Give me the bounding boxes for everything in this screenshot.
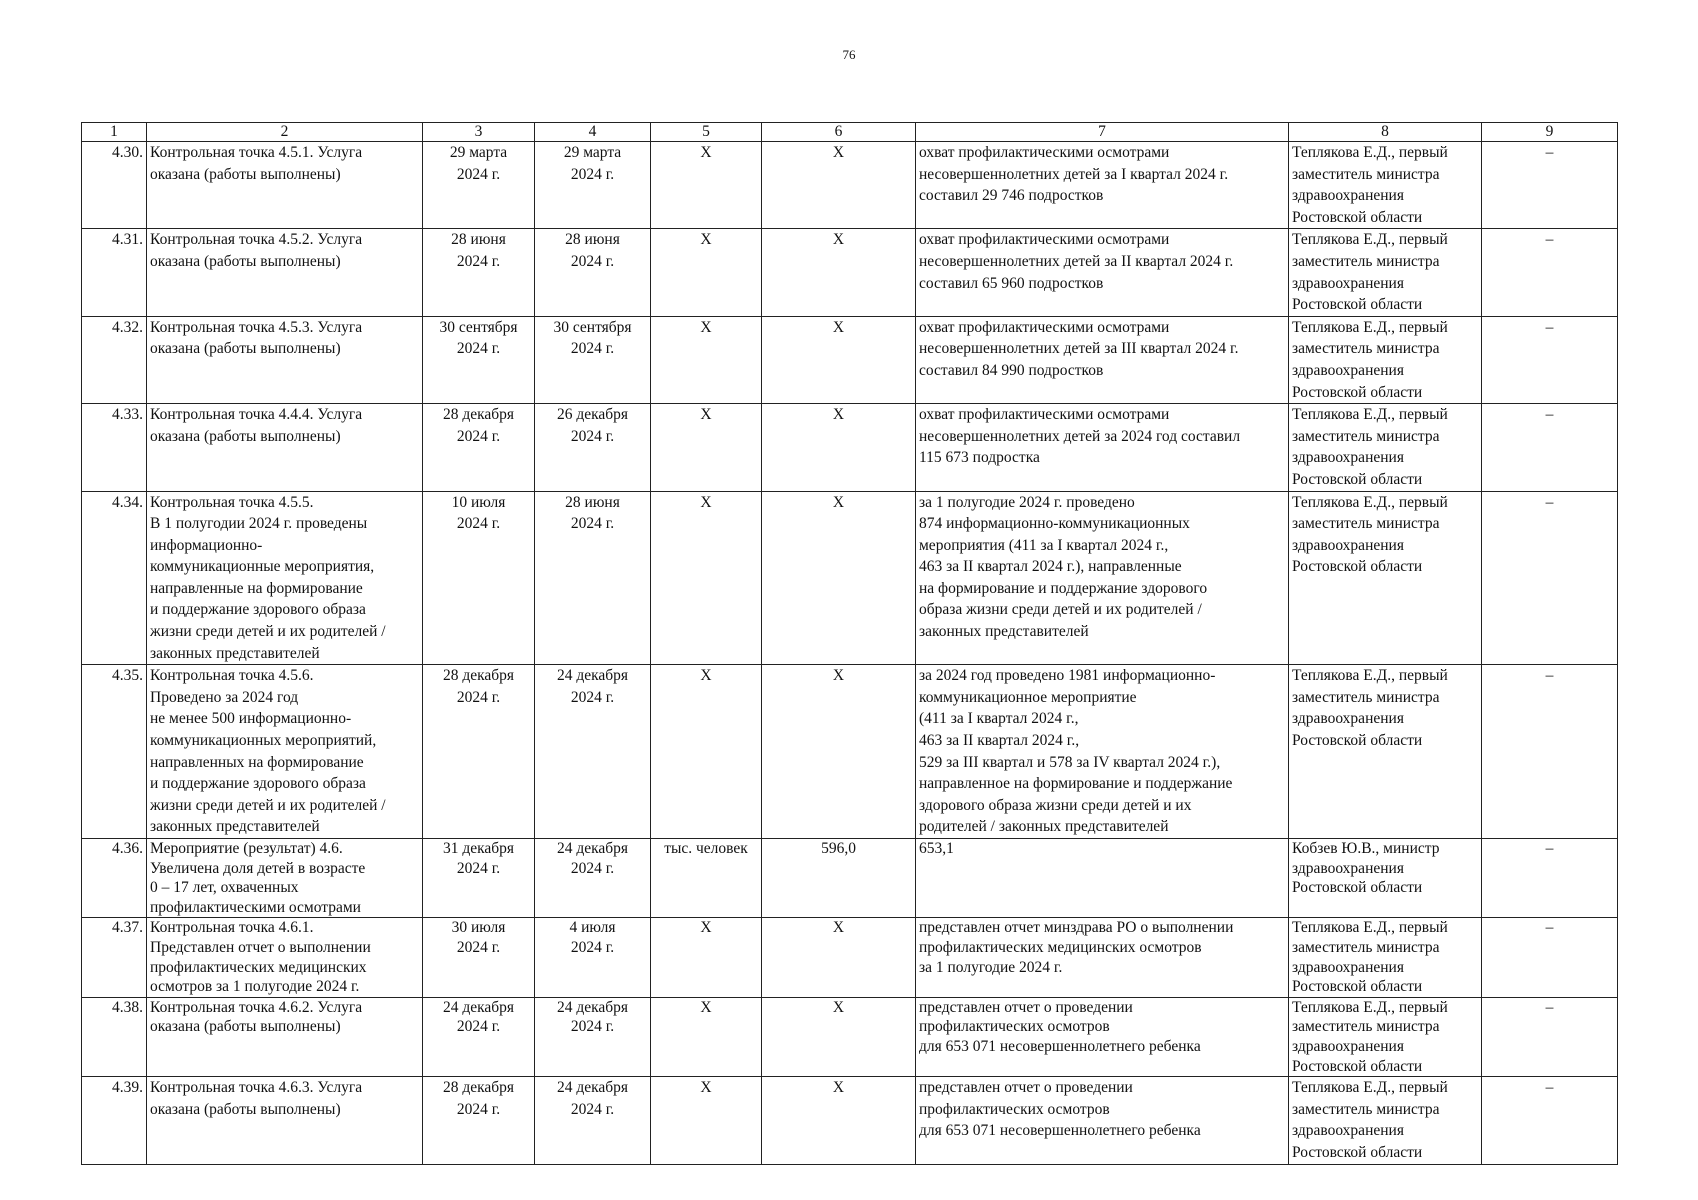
cell-actual-result: представлен отчет минздрава РО о выполнении профилактических медицинских осмотров за 1 полугодие 2024 г. xyxy=(916,918,1289,997)
cell-planned-value: X xyxy=(762,665,916,839)
cell-unit: X xyxy=(651,142,762,229)
cell-planned-date: 28 декабря 2024 г. xyxy=(423,1077,535,1164)
cell-description: Контрольная точка 4.5.6. Проведено за 2024 год не менее 500 информационно- коммуникационных мероприятий, направленных на формирование и поддержание здорового образа жизни среди детей и их родителей / законных представителей xyxy=(147,665,423,839)
cell-unit: X xyxy=(651,1077,762,1164)
cell-responsible: Теплякова Е.Д., первый заместитель министра здравоохранения Ростовской области xyxy=(1289,918,1482,997)
cell-actual-result: охват профилактическими осмотрами несовершеннолетних детей за II квартал 2024 г. составил 65 960 подростков xyxy=(916,229,1289,316)
cell-row-number: 4.39. xyxy=(82,1077,147,1164)
cell-unit: тыс. человек xyxy=(651,839,762,918)
cell-description: Контрольная точка 4.6.1. Представлен отчет о выполнении профилактических медицинских осмотров за 1 полугодие 2024 г. xyxy=(147,918,423,997)
cell-description: Контрольная точка 4.4.4. Услуга оказана (работы выполнены) xyxy=(147,404,423,491)
table-row xyxy=(82,997,1618,1076)
cell-responsible: Теплякова Е.Д., первый заместитель министра здравоохранения Ростовской области xyxy=(1289,142,1482,229)
cell-note: – xyxy=(1482,839,1618,918)
cell-actual-result: охват профилактическими осмотрами несовершеннолетних детей за I квартал 2024 г. составил 29 746 подростков xyxy=(916,142,1289,229)
table-row xyxy=(82,491,1618,665)
table-row xyxy=(82,316,1618,403)
column-header: 9 xyxy=(1482,123,1618,142)
column-header: 5 xyxy=(651,123,762,142)
cell-actual-date: 29 марта 2024 г. xyxy=(535,142,651,229)
column-header: 7 xyxy=(916,123,1289,142)
cell-planned-date: 29 марта 2024 г. xyxy=(423,142,535,229)
cell-unit: X xyxy=(651,404,762,491)
cell-planned-value: X xyxy=(762,142,916,229)
cell-unit: X xyxy=(651,997,762,1076)
table-row xyxy=(82,229,1618,316)
table-row xyxy=(82,1077,1618,1164)
cell-note: – xyxy=(1482,491,1618,665)
cell-actual-date: 30 сентября 2024 г. xyxy=(535,316,651,403)
cell-actual-result: 653,1 xyxy=(916,839,1289,918)
cell-note: – xyxy=(1482,997,1618,1076)
cell-planned-date: 28 июня 2024 г. xyxy=(423,229,535,316)
cell-note: – xyxy=(1482,404,1618,491)
cell-planned-value: X xyxy=(762,1077,916,1164)
cell-actual-date: 24 декабря 2024 г. xyxy=(535,1077,651,1164)
cell-note: – xyxy=(1482,665,1618,839)
column-header: 1 xyxy=(82,123,147,142)
cell-actual-date: 26 декабря 2024 г. xyxy=(535,404,651,491)
cell-note: – xyxy=(1482,142,1618,229)
cell-planned-date: 30 сентября 2024 г. xyxy=(423,316,535,403)
cell-actual-date: 24 декабря 2024 г. xyxy=(535,839,651,918)
table-row xyxy=(82,665,1618,839)
cell-actual-result: представлен отчет о проведении профилактических осмотров для 653 071 несовершеннолетнего ребенка xyxy=(916,997,1289,1076)
cell-row-number: 4.38. xyxy=(82,997,147,1076)
column-header: 8 xyxy=(1289,123,1482,142)
table-row xyxy=(82,404,1618,491)
page-number: 76 xyxy=(842,47,856,62)
cell-planned-date: 30 июля 2024 г. xyxy=(423,918,535,997)
table-row xyxy=(82,839,1618,918)
cell-planned-value: X xyxy=(762,316,916,403)
cell-planned-date: 28 декабря 2024 г. xyxy=(423,665,535,839)
cell-row-number: 4.37. xyxy=(82,918,147,997)
cell-planned-value: X xyxy=(762,404,916,491)
cell-description: Контрольная точка 4.6.2. Услуга оказана (работы выполнены) xyxy=(147,997,423,1076)
cell-unit: X xyxy=(651,665,762,839)
table-row xyxy=(82,918,1618,997)
cell-responsible: Теплякова Е.Д., первый заместитель министра здравоохранения Ростовской области xyxy=(1289,997,1482,1076)
cell-row-number: 4.30. xyxy=(82,142,147,229)
cell-description: Контрольная точка 4.5.1. Услуга оказана (работы выполнены) xyxy=(147,142,423,229)
cell-planned-date: 31 декабря 2024 г. xyxy=(423,839,535,918)
cell-responsible: Теплякова Е.Д., первый заместитель министра здравоохранения Ростовской области xyxy=(1289,665,1482,839)
cell-planned-value: X xyxy=(762,997,916,1076)
report-table xyxy=(81,122,1618,1165)
cell-actual-result: охват профилактическими осмотрами несовершеннолетних детей за III квартал 2024 г. составил 84 990 подростков xyxy=(916,316,1289,403)
cell-note: – xyxy=(1482,1077,1618,1164)
cell-responsible: Теплякова Е.Д., первый заместитель министра здравоохранения Ростовской области xyxy=(1289,316,1482,403)
cell-description: Контрольная точка 4.5.2. Услуга оказана (работы выполнены) xyxy=(147,229,423,316)
cell-row-number: 4.33. xyxy=(82,404,147,491)
cell-planned-date: 28 декабря 2024 г. xyxy=(423,404,535,491)
cell-actual-result: охват профилактическими осмотрами несовершеннолетних детей за 2024 год составил 115 673 подростка xyxy=(916,404,1289,491)
cell-planned-value: X xyxy=(762,491,916,665)
cell-planned-date: 10 июля 2024 г. xyxy=(423,491,535,665)
cell-note: – xyxy=(1482,229,1618,316)
cell-responsible: Теплякова Е.Д., первый заместитель министра здравоохранения Ростовской области xyxy=(1289,229,1482,316)
column-header: 4 xyxy=(535,123,651,142)
cell-row-number: 4.36. xyxy=(82,839,147,918)
cell-row-number: 4.34. xyxy=(82,491,147,665)
cell-actual-date: 28 июня 2024 г. xyxy=(535,229,651,316)
cell-responsible: Кобзев Ю.В., министр здравоохранения Ростовской области xyxy=(1289,839,1482,918)
cell-actual-result: за 1 полугодие 2024 г. проведено 874 информационно-коммуникационных мероприятия (411 за I квартал 2024 г., 463 за II квартал 2024 г.), направленные на формирование и поддержание здорового образа жизни среди детей и их родителей / законных представителей xyxy=(916,491,1289,665)
cell-description: Мероприятие (результат) 4.6. Увеличена доля детей в возрасте 0 – 17 лет, охваченных профилактическими осмотрами xyxy=(147,839,423,918)
column-header: 2 xyxy=(147,123,423,142)
table-header-row xyxy=(82,123,1618,142)
cell-row-number: 4.35. xyxy=(82,665,147,839)
report-table-body xyxy=(82,123,1618,1165)
cell-unit: X xyxy=(651,491,762,665)
cell-planned-value: X xyxy=(762,918,916,997)
cell-row-number: 4.31. xyxy=(82,229,147,316)
cell-note: – xyxy=(1482,316,1618,403)
cell-actual-date: 4 июля 2024 г. xyxy=(535,918,651,997)
cell-planned-value: X xyxy=(762,229,916,316)
cell-responsible: Теплякова Е.Д., первый заместитель министра здравоохранения Ростовской области xyxy=(1289,1077,1482,1164)
cell-actual-date: 28 июня 2024 г. xyxy=(535,491,651,665)
cell-unit: X xyxy=(651,918,762,997)
column-header: 6 xyxy=(762,123,916,142)
cell-actual-result: представлен отчет о проведении профилактических осмотров для 653 071 несовершеннолетнего ребенка xyxy=(916,1077,1289,1164)
cell-row-number: 4.32. xyxy=(82,316,147,403)
cell-unit: X xyxy=(651,229,762,316)
cell-note: – xyxy=(1482,918,1618,997)
cell-actual-date: 24 декабря 2024 г. xyxy=(535,665,651,839)
cell-actual-date: 24 декабря 2024 г. xyxy=(535,997,651,1076)
cell-responsible: Теплякова Е.Д., первый заместитель министра здравоохранения Ростовской области xyxy=(1289,404,1482,491)
cell-description: Контрольная точка 4.5.5. В 1 полугодии 2024 г. проведены информационно- коммуникационные мероприятия, направленные на формирование и поддержание здорового образа жизни среди детей и их родителей / законных представителей xyxy=(147,491,423,665)
cell-responsible: Теплякова Е.Д., первый заместитель министра здравоохранения Ростовской области xyxy=(1289,491,1482,665)
column-header: 3 xyxy=(423,123,535,142)
cell-actual-result: за 2024 год проведено 1981 информационно- коммуникационное мероприятие (411 за I квартал 2024 г., 463 за II квартал 2024 г., 529 за III квартал и 578 за IV квартал 2024 г.), направленное на формирование и поддержание здорового образа жизни среди детей и их родителей / законных представителей xyxy=(916,665,1289,839)
cell-description: Контрольная точка 4.5.3. Услуга оказана (работы выполнены) xyxy=(147,316,423,403)
cell-unit: X xyxy=(651,316,762,403)
cell-planned-value: 596,0 xyxy=(762,839,916,918)
cell-description: Контрольная точка 4.6.3. Услуга оказана (работы выполнены) xyxy=(147,1077,423,1164)
table-row xyxy=(82,142,1618,229)
cell-planned-date: 24 декабря 2024 г. xyxy=(423,997,535,1076)
